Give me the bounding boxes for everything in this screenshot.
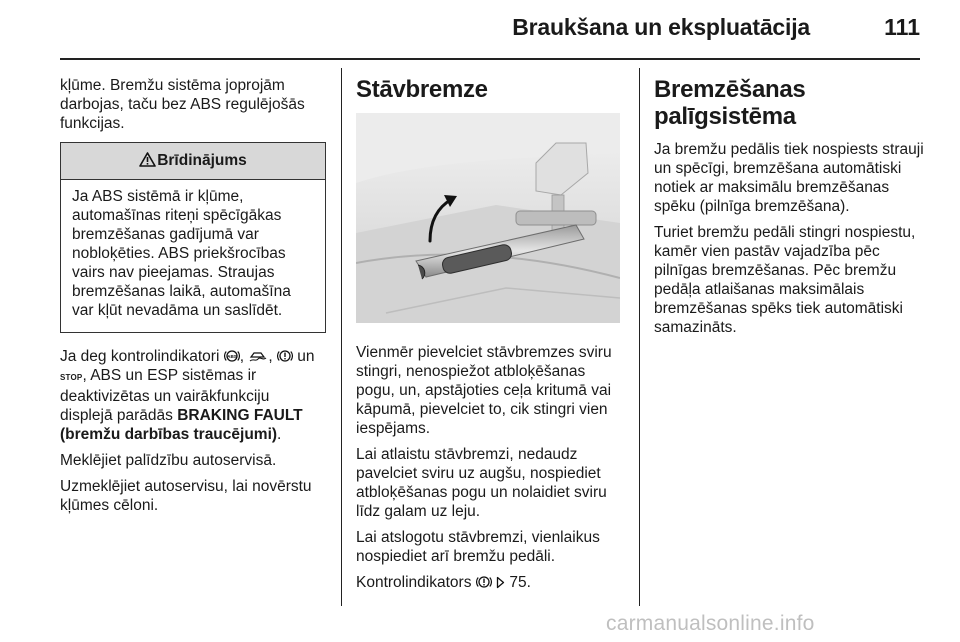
esp-skid-icon <box>248 349 268 363</box>
warning-header <box>61 143 325 180</box>
braking-fault-message: BRAKING FAULT (bremžu darbības traucējumi) <box>60 407 303 443</box>
brake-system-icon <box>277 349 293 363</box>
warning-title: Brīdinājums <box>157 152 247 169</box>
brake-assist-paragraph-1: Ja bremžu pedālis tiek nospiests strauji un spēcīgi, bremzēšana automātiski notiek ar maksimālu bremzēšanas spēku (pilnīga bremzēšana). <box>654 141 924 215</box>
brake-assist-paragraph-2: Turiet bremžu pedāli stingri nospiestu, kamēr vien pastāv vajadzība pēc pilnīgas bremzēšanas. Pēc bremžu pedāļa atlaišanas maksimālais bremzēšanas spēks tiek automātiski samazināts. <box>654 224 916 336</box>
watermark: carmanualsonline.info <box>606 612 815 635</box>
column-middle <box>356 76 624 599</box>
svg-text:ABS: ABS <box>226 354 237 359</box>
brake-assist-heading: Bremzēšanas palīgsistēma <box>654 76 806 130</box>
intro-paragraph: kļūme. Bremžu sistēma joprojām darbojas, taču bez ABS regulējošās funkcijas. <box>60 77 305 132</box>
page-header-title: Braukšana un ekspluatācija <box>512 14 810 40</box>
brake-system-icon <box>476 575 492 589</box>
stop-indicator-symbol: STOP <box>60 373 83 382</box>
workshop-paragraph: Uzmeklējiet autoservisu, lai novērstu kļūmes cēloni. <box>60 478 312 514</box>
parking-brake-illustration <box>356 113 620 323</box>
column-divider <box>341 68 342 606</box>
page-reference-icon <box>496 576 505 589</box>
indicator-reference-paragraph: Kontrolindikators 75. <box>356 574 531 591</box>
abs-warning-icon <box>224 349 240 363</box>
header-divider <box>60 58 920 60</box>
parking-brake-release-paragraph: Lai atlaistu stāvbremzi, nedaudz pavelciet sviru uz augšu, nospiediet atbloķēšanas pogu un nolaidiet sviru līdz galam uz leju. <box>356 446 607 520</box>
warning-triangle-icon <box>139 152 156 167</box>
parking-brake-heading: Stāvbremze <box>356 76 488 103</box>
indicator-paragraph: Ja deg kontrolindikatori ABS , , un STOP, ABS un ESP sistēmas ir deaktivizētas un vairākfunkciju displejā parādās BRAKING FAULT (bremžu darbības traucējumi). <box>60 348 315 443</box>
column-right <box>654 76 924 344</box>
service-paragraph: Meklējiet palīdzību autoservisā. <box>60 452 277 469</box>
parking-brake-apply-paragraph: Vienmēr pievelciet stāvbremzes sviru stingri, nenospiežot atbloķēšanas pogu, un, apstājoties ceļa kritumā vai kāpumā, pievelciet to, cik stingri vien iespējams. <box>356 344 612 437</box>
warning-box <box>60 142 326 333</box>
column-left <box>60 76 326 522</box>
column-divider <box>639 68 640 606</box>
parking-brake-relieve-paragraph: Lai atslogotu stāvbremzi, vienlaikus nospiediet arī bremžu pedāli. <box>356 529 600 565</box>
warning-body: Ja ABS sistēmā ir kļūme, automašīnas riteņi spēcīgākas bremzēšanas gadījumā var nobloķēties. ABS priekšrocības vairs nav pieejamas. Straujas bremzēšanas laikā, automašīna var kļūt nevadāma un saslīdēt. <box>72 188 291 319</box>
page-number: 111 <box>884 14 920 40</box>
